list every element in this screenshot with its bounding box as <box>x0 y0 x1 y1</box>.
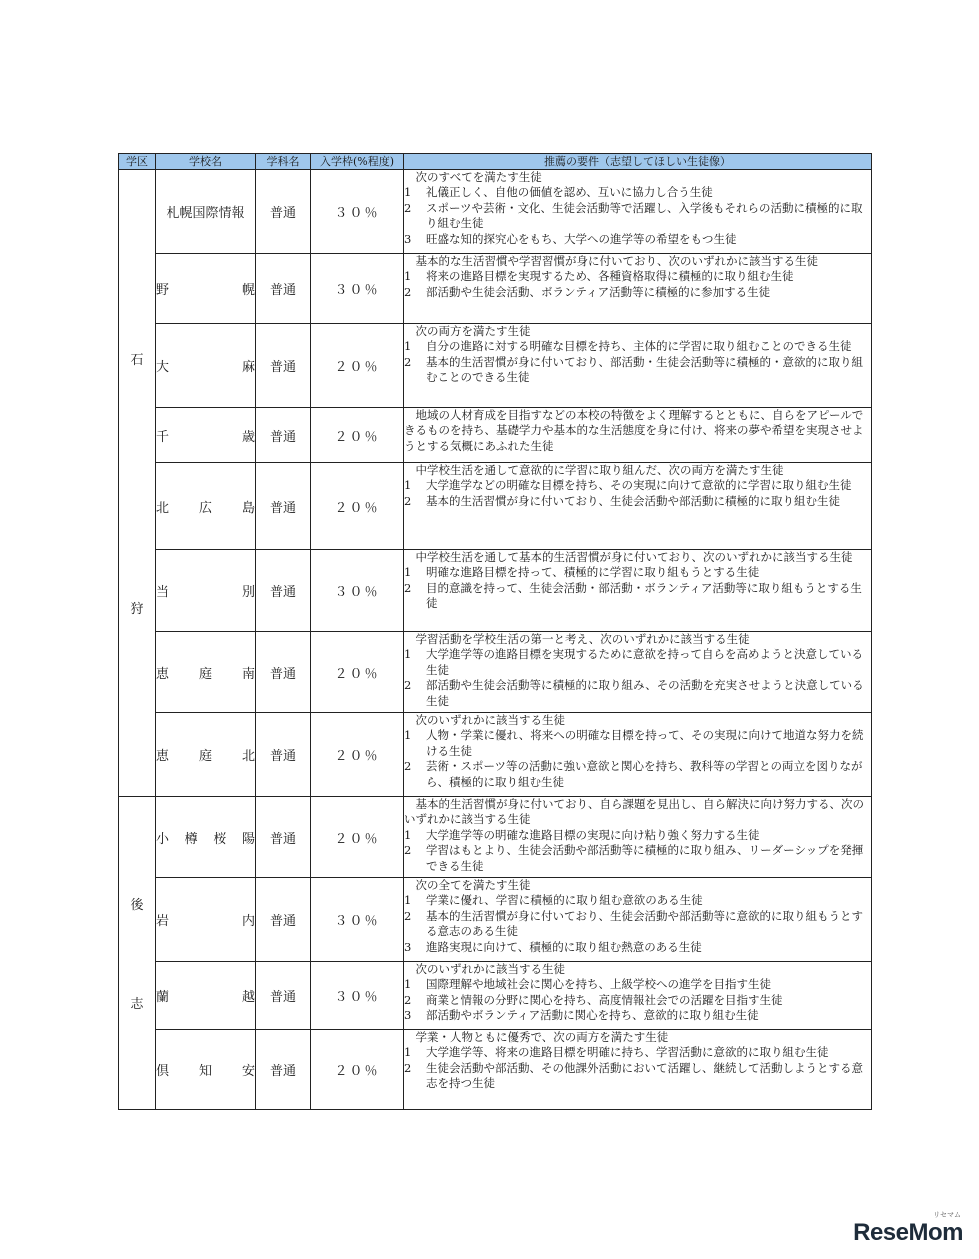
table-row <box>119 550 872 632</box>
school-name-char: 麻 <box>241 360 255 375</box>
school-name-char: 倶 <box>156 1064 170 1079</box>
resemom-logo <box>853 1212 963 1247</box>
header-department: 学科名 <box>256 154 311 170</box>
logo-text: ReseMom <box>853 1219 963 1246</box>
quota-cell: ３０％ <box>311 550 404 632</box>
district-cell <box>119 797 156 1110</box>
requirement-text: 国際理解や地域社会に関心を持ち、上級学校への進学を目指す生徒 <box>426 977 771 992</box>
department-cell: 普通 <box>256 632 311 713</box>
quota-cell: ３０％ <box>311 962 404 1030</box>
requirement-number: 2 <box>404 908 412 923</box>
table-row <box>119 463 872 550</box>
requirement-number: 1 <box>404 647 412 662</box>
school-name-char: 庭 <box>198 666 212 682</box>
requirement-item <box>404 893 871 908</box>
requirement-number: 1 <box>404 827 412 842</box>
requirement-number: 1 <box>404 977 412 992</box>
requirement-text: 基本的生活習慣が身に付いており、部活動・生徒会活動等に積極的・意欲的に取り組むことのできる生徒 <box>426 354 863 385</box>
requirement-number: 2 <box>404 284 412 299</box>
quota-cell: ２０％ <box>311 463 404 550</box>
quota-cell: ２０％ <box>311 797 404 878</box>
requirement-item <box>404 494 871 509</box>
table-row <box>119 878 872 962</box>
requirements-cell <box>404 170 872 254</box>
requirement-intro: 次の全てを満たす生徒 <box>415 878 531 892</box>
requirement-item <box>404 185 871 200</box>
school-name-char: 広 <box>198 500 212 516</box>
requirement-text: 目的意識を持って、生徒会活動・部活動・ボランティア活動等に取り組もうとする生徒 <box>426 580 862 611</box>
requirement-intro: 地域の人材育成を目指すなどの本校の特徴をよく理解するとともに、自らをアピールできるものを持ち、基礎学力や基本的な生活態度を身に付け、将来の夢や希望を実現させようとする気概にあふれた生徒 <box>404 408 864 453</box>
requirement-item <box>404 728 871 759</box>
requirement-intro: 基本的な生活習慣や学習習慣が身に付いており、次のいずれかに該当する生徒 <box>415 254 818 268</box>
department-cell: 普通 <box>256 324 311 408</box>
requirement-text: 学業に優れ、学習に積極的に取り組む意欲のある生徒 <box>426 893 703 908</box>
requirement-text: 部活動やボランティア活動に関心を持ち、意欲的に取り組む生徒 <box>426 1008 759 1023</box>
requirement-intro: 中学校生活を通して意欲的に学習に取り組んだ、次の両方を満たす生徒 <box>415 463 784 477</box>
quota-cell: ２０％ <box>311 632 404 713</box>
school-name-cell <box>156 170 256 254</box>
school-name-cell <box>156 550 256 632</box>
school-name-char: 野 <box>156 283 170 298</box>
table-row <box>119 713 872 797</box>
quota-cell: ３０％ <box>311 254 404 324</box>
requirement-item <box>404 355 871 386</box>
requirement-number: 3 <box>404 1008 412 1023</box>
school-name <box>156 279 255 298</box>
requirements-cell <box>404 1030 872 1110</box>
requirement-item <box>404 909 871 940</box>
requirement-number: 3 <box>404 939 412 954</box>
district-char: 狩 <box>130 602 144 617</box>
department-cell: 普通 <box>256 713 311 797</box>
requirements-cell <box>404 254 872 324</box>
requirement-intro: 次のいずれかに該当する生徒 <box>415 962 565 976</box>
department-cell: 普通 <box>256 797 311 878</box>
requirement-number: 2 <box>404 1060 412 1075</box>
requirement-intro: 次の両方を満たす生徒 <box>415 324 531 338</box>
school-name-char: 歳 <box>241 429 255 445</box>
requirement-text: 将来の進路目標を実現するため、各種資格取得に積極的に取り組む生徒 <box>426 269 794 284</box>
district-char: 志 <box>130 997 144 1012</box>
header-requirements: 推薦の要件（志望してほしい生徒像） <box>404 154 872 170</box>
quota-cell: ３０％ <box>311 878 404 962</box>
department-cell: 普通 <box>256 463 311 550</box>
requirement-intro: 学業・人物ともに優秀で、次の両方を満たす生徒 <box>415 1030 669 1044</box>
requirement-number: 1 <box>404 565 412 580</box>
school-name-char: 別 <box>241 585 255 600</box>
school-name-cell <box>156 463 256 550</box>
school-name-char: 桜 <box>213 831 227 847</box>
school-name-cell <box>156 254 256 324</box>
requirement-item <box>404 1045 871 1060</box>
header-row <box>119 154 872 170</box>
table-row <box>119 632 872 713</box>
requirement-number: 2 <box>404 992 412 1007</box>
school-name-char: 岩 <box>156 914 170 929</box>
requirement-number: 1 <box>404 893 412 908</box>
requirement-number: 1 <box>404 185 412 200</box>
requirement-item <box>404 977 871 992</box>
admission-table <box>118 153 872 1110</box>
table-row <box>119 324 872 408</box>
school-name-char: 島 <box>241 500 255 516</box>
department-cell: 普通 <box>256 962 311 1030</box>
requirement-text: 芸術・スポーツ等の活動に強い意欲と関心を持ち、教科等の学習との両立を図りながら、積極的に取り組む生徒 <box>426 759 863 789</box>
requirements-cell <box>404 713 872 797</box>
department-cell: 普通 <box>256 550 311 632</box>
requirement-intro: 次のすべてを満たす生徒 <box>415 170 542 184</box>
requirements-cell <box>404 797 872 878</box>
school-name-cell <box>156 324 256 408</box>
logo-sub: リセマム <box>933 1212 961 1219</box>
school-name-char: 知 <box>198 1064 212 1079</box>
department-cell: 普通 <box>256 254 311 324</box>
school-name <box>156 663 255 682</box>
school-name-char: 小 <box>156 831 170 847</box>
requirement-text: 大学進学等、将来の進路目標を明確に持ち、学習活動に意欲的に取り組む生徒 <box>426 1045 829 1060</box>
requirement-item <box>404 232 871 247</box>
school-name <box>156 986 255 1005</box>
requirement-text: 礼儀正しく、自他の価値を認め、互いに協力し合う生徒 <box>426 185 713 200</box>
department-cell: 普通 <box>256 878 311 962</box>
requirement-number: 3 <box>404 231 412 246</box>
school-name-cell <box>156 962 256 1030</box>
quota-cell: ３０％ <box>311 170 404 254</box>
school-name <box>156 497 255 516</box>
requirement-number: 2 <box>404 678 412 693</box>
requirement-item <box>404 1061 871 1092</box>
school-name-char: 北 <box>241 749 255 764</box>
school-name-cell <box>156 632 256 713</box>
requirement-text: 商業と情報の分野に関心を持ち、高度情報社会での活躍を目指す生徒 <box>426 992 783 1007</box>
table-row <box>119 1030 872 1110</box>
requirement-item <box>404 1008 871 1023</box>
requirement-text: 旺盛な知的探究心をもち、大学への進学等の希望をもつ生徒 <box>426 231 737 246</box>
requirement-text: 基本的生活習慣が身に付いており、生徒会活動や部活動等に意欲的に取り組もうとする意志のある生徒 <box>426 908 863 939</box>
requirements-cell <box>404 878 872 962</box>
school-name-cell <box>156 408 256 463</box>
school-name-char: 内 <box>241 914 255 929</box>
district-char: 石 <box>130 353 144 368</box>
school-name <box>156 581 255 600</box>
requirement-text: 大学進学等の明確な進路目標の実現に向け粘り強く努力する生徒 <box>426 827 760 842</box>
school-name-char: 幌 <box>241 283 255 298</box>
requirements-cell <box>404 463 872 550</box>
requirement-number: 2 <box>404 493 412 508</box>
requirement-text: 部活動や生徒会活動等に積極的に取り組み、その活動を充実させようと決意している生徒 <box>426 678 864 708</box>
requirement-text: 明確な進路目標を持って、積極的に学習に取り組もうとする生徒 <box>426 565 760 580</box>
school-name-char: 樽 <box>184 831 198 847</box>
table-row <box>119 254 872 324</box>
school-name-char: 恵 <box>156 666 170 682</box>
school-name-char: 陽 <box>241 831 255 847</box>
table-row <box>119 170 872 254</box>
requirement-text: 人物・学業に優れ、将来への明確な目標を持って、その実現に向けて地道な努力を続ける生徒 <box>426 728 864 758</box>
requirement-number: 1 <box>404 478 412 493</box>
requirement-intro: 基本的生活習慣が身に付いており、自ら課題を見出し、自ら解決に向け努力する、次のいずれかに該当する生徒 <box>404 797 864 827</box>
requirement-item <box>404 678 871 709</box>
requirement-number: 1 <box>404 1045 412 1060</box>
requirements-cell <box>404 550 872 632</box>
requirement-number: 2 <box>404 843 412 858</box>
requirement-text: 大学進学などの明確な目標を持ち、その実現に向けて意欲的に学習に取り組む生徒 <box>426 478 852 493</box>
school-name-char: 恵 <box>156 749 170 764</box>
quota-cell: ２０％ <box>311 1030 404 1110</box>
requirements-cell <box>404 962 872 1030</box>
requirement-item <box>404 285 871 300</box>
school-name <box>156 910 255 929</box>
school-name <box>156 828 255 847</box>
school-name-cell <box>156 1030 256 1110</box>
header-school: 学校名 <box>156 154 256 170</box>
department-cell: 普通 <box>256 408 311 463</box>
requirement-text: 進路実現に向けて、積極的に取り組む熱意のある生徒 <box>426 939 702 954</box>
school-name-char: 越 <box>241 990 255 1005</box>
department-cell: 普通 <box>256 170 311 254</box>
requirement-item <box>404 581 871 612</box>
quota-cell: ２０％ <box>311 713 404 797</box>
school-name-char: 大 <box>156 360 170 375</box>
table-row <box>119 797 872 878</box>
requirement-number: 1 <box>404 269 412 284</box>
school-name <box>156 426 255 445</box>
school-name-char: 安 <box>241 1064 255 1079</box>
requirement-text: 自分の進路に対する明確な目標を持ち、主体的に学習に取り組むことのできる生徒 <box>426 339 852 354</box>
requirement-text: 基本的生活習慣が身に付いており、生徒会活動や部活動に積極的に取り組む生徒 <box>426 493 840 508</box>
header-district: 学区 <box>119 154 156 170</box>
requirement-item <box>404 993 871 1008</box>
requirements-cell <box>404 632 872 713</box>
table-row <box>119 962 872 1030</box>
school-name-cell <box>156 878 256 962</box>
requirement-item <box>404 759 871 790</box>
school-name-cell <box>156 713 256 797</box>
school-name-char: 南 <box>241 666 255 682</box>
requirement-intro: 学習活動を学校生活の第一と考え、次のいずれかに該当する生徒 <box>415 632 750 646</box>
school-name <box>156 356 255 375</box>
school-name-char: 千 <box>156 429 170 445</box>
requirement-text: スポーツや芸術・文化、生徒会活動等で活躍し、入学後もそれらの活動に積極的に取り組む生徒 <box>426 200 863 231</box>
requirement-item <box>404 828 871 843</box>
requirement-number: 2 <box>404 580 412 595</box>
requirement-number: 1 <box>404 728 412 743</box>
requirement-item <box>404 201 871 232</box>
school-name-char: 北 <box>156 500 170 516</box>
requirement-text: 大学進学等の進路目標を実現するために意欲を持って自らを高めようと決意している生徒 <box>426 647 863 677</box>
requirement-text: 生徒会活動や部活動、その他課外活動において活躍し、継続して活動しようとする意志を持つ生徒 <box>426 1060 863 1091</box>
district-cell <box>119 170 156 797</box>
school-name-char: 札幌国際情報 <box>166 206 245 221</box>
requirement-intro: 中学校生活を通して基本的生活習慣が身に付いており、次のいずれかに該当する生徒 <box>415 550 853 564</box>
department-cell: 普通 <box>256 1030 311 1110</box>
school-name-char: 庭 <box>198 749 212 764</box>
requirement-item <box>404 843 871 874</box>
requirement-number: 2 <box>404 354 412 369</box>
requirement-intro: 次のいずれかに該当する生徒 <box>415 713 565 727</box>
district-name <box>119 349 155 617</box>
requirement-item <box>404 647 871 678</box>
requirement-item <box>404 269 871 284</box>
school-name <box>156 202 255 221</box>
requirement-item <box>404 339 871 354</box>
quota-cell: ２０％ <box>311 408 404 463</box>
school-name-char: 当 <box>156 585 170 600</box>
school-name-char: 蘭 <box>156 990 170 1005</box>
requirement-text: 学習はもとより、生徒会活動や部活動等に積極的に取り組み、リーダーシップを発揮できる生徒 <box>426 843 864 873</box>
header-quota: 入学枠(%程度) <box>311 154 404 170</box>
school-name-cell <box>156 797 256 878</box>
school-name <box>156 745 255 764</box>
requirements-cell <box>404 408 872 463</box>
requirement-text: 部活動や生徒会活動、ボランティア活動等に積極的に参加する生徒 <box>426 284 771 299</box>
table-body <box>119 170 872 1110</box>
quota-cell: ２０％ <box>311 324 404 408</box>
table-row <box>119 408 872 463</box>
requirement-item <box>404 478 871 493</box>
district-name <box>119 894 155 1012</box>
requirement-item <box>404 565 871 580</box>
school-name <box>156 1060 255 1079</box>
requirement-number: 1 <box>404 339 412 354</box>
requirements-cell <box>404 324 872 408</box>
district-char: 後 <box>130 898 144 913</box>
requirement-number: 2 <box>404 200 412 215</box>
requirement-item <box>404 940 871 955</box>
requirement-number: 2 <box>404 759 412 774</box>
